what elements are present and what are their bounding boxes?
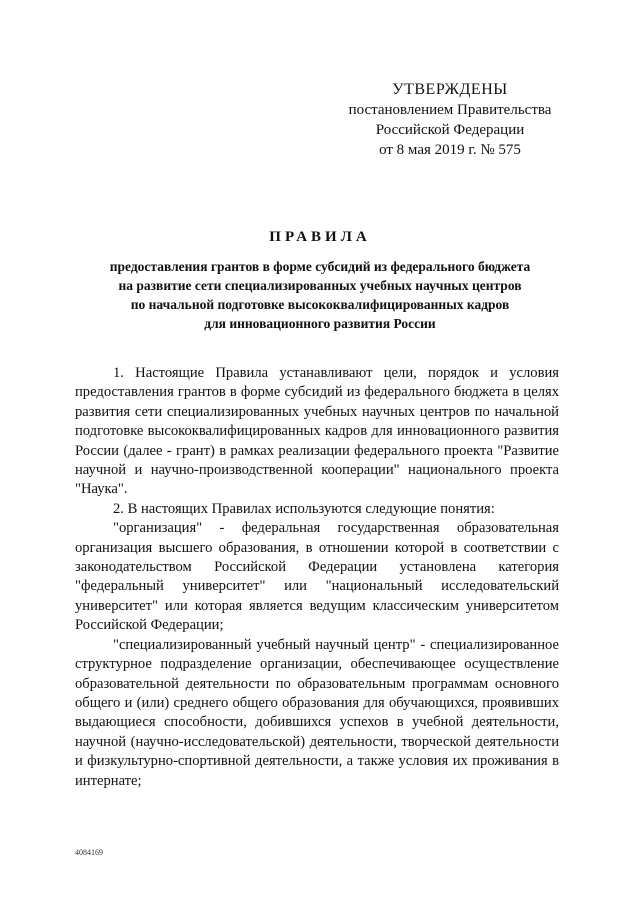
paragraph-2-definitions-intro: 2. В настоящих Правилах используются следующие понятия:: [113, 500, 495, 517]
approval-line-3: от 8 мая 2019 г. № 575: [379, 142, 521, 158]
paragraph-1-purpose: 1. Настоящие Правила устанавливают цели, порядок и условия предоставления грантов в форме субсидий из федерального бюджета в целях развития сети специализированных учебных научных центров по начальной подготовке высококвалифицированных кадров для инновационного развития России (далее - грант) в рамках реализации федерального проекта "Развитие научной и научно-производственной кооперации" национального проекта "Наука".: [75, 365, 559, 498]
definition-research-center: "специализированный учебный научный центр" - специализированное структурное подразделение организации, обеспечивающее осуществление образовательной деятельности по образовательным программам основного общего и (или) среднего общего образования для обучающихся, проявивших выдающиеся способности, добившихся успехов в учебной деятельности, научной (научно-исследовательской) деятельности, творческой деятельности и физкультурно-спортивной деятельности, а также условия их проживания в интернате;: [75, 636, 559, 789]
subtitle-line-4: для инновационного развития России: [204, 316, 436, 331]
approval-title: УТВЕРЖДЕНЫ: [392, 81, 508, 98]
definition-organization: "организация" - федеральная государственная образовательная организация высшего образования, в отношении которой в соответствии с законодательством Российской Федерации установлена категория "федеральный университет" или "национальный исследовательский университет" или которая является ведущим классическим университетом Российской Федерации;: [75, 520, 559, 634]
approval-line-2: Российской Федерации: [375, 122, 525, 138]
approval-line-1: постановлением Правительства: [348, 102, 552, 118]
document-title: ПРАВИЛА: [269, 229, 371, 245]
document-id-number: 4084169: [75, 848, 103, 857]
subtitle-line-3: по начальной подготовке высококвалифицированных кадров: [130, 297, 510, 312]
document-body: [75, 364, 559, 791]
subtitle-line-2: на развитие сети специализированных учебных научных центров: [118, 278, 522, 293]
approval-stamp: [340, 80, 560, 160]
subtitle-line-1: предоставления грантов в форме субсидий из федерального бюджета: [109, 259, 531, 274]
document-subtitle: [60, 257, 580, 333]
